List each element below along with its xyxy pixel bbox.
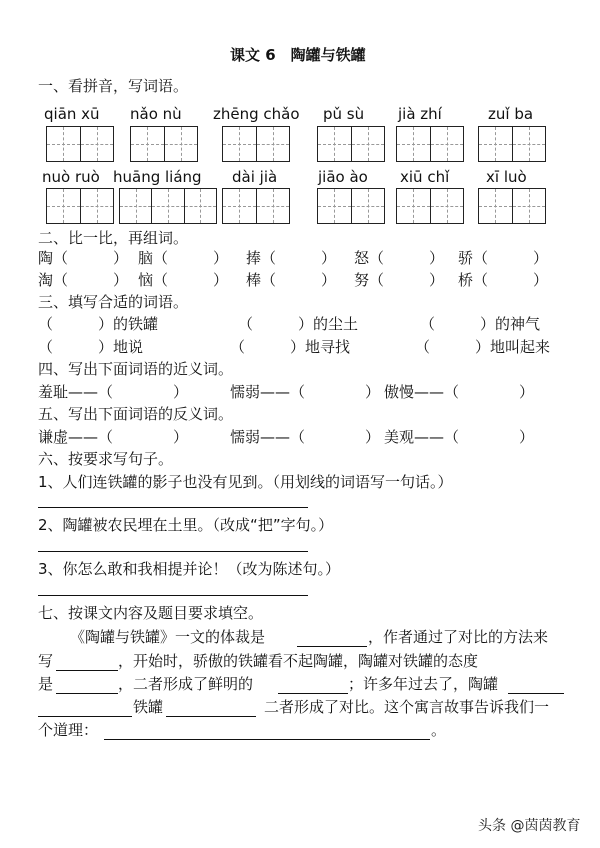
answer-blank[interactable] <box>508 693 564 694</box>
pinyin-1-1: qiān xū <box>44 105 100 123</box>
writing-box[interactable] <box>46 126 114 162</box>
passage-text: 个道理： <box>38 721 99 739</box>
passage-text: ，作者通过了对比的方法来 <box>368 628 549 646</box>
synonym-item: 懦弱——（ ） <box>230 383 381 401</box>
answer-blank[interactable] <box>297 646 367 647</box>
synonym-item: 傲慢——（ ） <box>384 383 535 401</box>
passage-text: ，开始时，骄傲的铁罐看不起陶罐，陶罐对铁罐的态度 <box>118 652 479 670</box>
pinyin-2-5: xiū chǐ <box>400 168 450 186</box>
compare-item: 怒（ ） <box>354 249 445 267</box>
writing-box[interactable] <box>46 188 114 224</box>
compare-item: 恼（ ） <box>138 271 229 289</box>
section-1-heading: 一、看拼音，写词语。 <box>38 77 189 95</box>
pinyin-1-2: nǎo nù <box>130 105 182 123</box>
writing-box[interactable] <box>478 126 546 162</box>
compare-item: 陶（ ） <box>38 249 129 267</box>
fill-phrase: （ ）的尘土 <box>238 315 359 333</box>
passage-text: 《陶罐与铁罐》一文的体裁是 <box>70 628 266 646</box>
answer-blank[interactable] <box>56 693 118 694</box>
answer-blank[interactable] <box>104 739 430 740</box>
answer-line[interactable] <box>38 507 308 508</box>
section-3-heading: 三、填写合适的词语。 <box>38 293 189 311</box>
writing-box[interactable] <box>396 126 464 162</box>
antonym-item: 懦弱——（ ） <box>230 428 381 446</box>
section-4-heading: 四、写出下面词语的近义词。 <box>38 360 234 378</box>
pinyin-1-3: zhēng chǎo <box>213 105 300 123</box>
writing-box[interactable] <box>317 188 385 224</box>
compare-item: 努（ ） <box>354 271 445 289</box>
answer-line[interactable] <box>38 551 308 552</box>
writing-box[interactable] <box>317 126 385 162</box>
writing-box[interactable] <box>130 126 198 162</box>
writing-box[interactable] <box>119 188 217 224</box>
writing-box[interactable] <box>396 188 464 224</box>
pinyin-2-2: huāng liáng <box>113 168 202 186</box>
section-7-heading: 七、按课文内容及题目要求填空。 <box>38 604 264 622</box>
fill-phrase: （ ）的铁罐 <box>38 315 159 333</box>
pinyin-2-4: jiāo ào <box>318 168 368 186</box>
pinyin-2-1: nuò ruò <box>42 168 100 186</box>
pinyin-2-6: xī luò <box>486 168 527 186</box>
sentence-question-2: 2、陶罐被农民埋在土里。（改成“把”字句。） <box>38 516 334 534</box>
passage-text: 铁罐 <box>133 698 164 716</box>
section-2-heading: 二、比一比，再组词。 <box>38 229 189 247</box>
watermark: 头条 @茵茵教育 <box>478 818 581 834</box>
compare-item: 脑（ ） <box>138 249 229 267</box>
compare-item: 捧（ ） <box>246 249 337 267</box>
pinyin-1-6: zuǐ ba <box>488 105 534 123</box>
pinyin-1-4: pǔ sù <box>323 105 365 123</box>
answer-line[interactable] <box>38 595 308 596</box>
pinyin-2-3: dài jià <box>232 168 278 186</box>
fill-phrase: （ ）的神气 <box>420 315 541 333</box>
fill-phrase: （ ）地寻找 <box>230 338 351 356</box>
passage-text: 二者形成了对比。这个寓言故事告诉我们一 <box>264 698 550 716</box>
antonym-item: 谦虚——（ ） <box>38 428 189 446</box>
section-6-heading: 六、按要求写句子。 <box>38 450 174 468</box>
answer-blank[interactable] <box>166 716 256 717</box>
section-5-heading: 五、写出下面词语的反义词。 <box>38 405 234 423</box>
passage-text: 是 <box>38 675 54 693</box>
passage-text: 写 <box>38 652 54 670</box>
writing-box[interactable] <box>222 188 290 224</box>
compare-item: 棒（ ） <box>246 271 337 289</box>
antonym-item: 美观——（ ） <box>384 428 535 446</box>
answer-blank[interactable] <box>278 693 348 694</box>
sentence-question-1: 1、人们连铁罐的影子也没有见到。（用划线的词语写一句话。） <box>38 473 453 491</box>
compare-item: 桥（ ） <box>458 271 549 289</box>
passage-text: 。 <box>431 721 447 739</box>
sentence-question-3: 3、你怎么敢和我相提并论！（改为陈述句。） <box>38 560 341 578</box>
writing-box[interactable] <box>222 126 290 162</box>
synonym-item: 羞耻——（ ） <box>38 383 189 401</box>
answer-blank[interactable] <box>38 716 132 717</box>
fill-phrase: （ ）地说 <box>38 338 144 356</box>
fill-phrase: （ ）地叫起来 <box>415 338 551 356</box>
pinyin-1-5: jià zhí <box>398 105 442 123</box>
answer-blank[interactable] <box>56 670 118 671</box>
compare-item: 淘（ ） <box>38 271 129 289</box>
writing-box[interactable] <box>478 188 546 224</box>
passage-text: ，二者形成了鲜明的 <box>118 675 254 693</box>
page-title: 课文 6 陶罐与铁罐 <box>230 46 366 64</box>
passage-text: ；许多年过去了，陶罐 <box>348 675 499 693</box>
compare-item: 骄（ ） <box>458 249 549 267</box>
